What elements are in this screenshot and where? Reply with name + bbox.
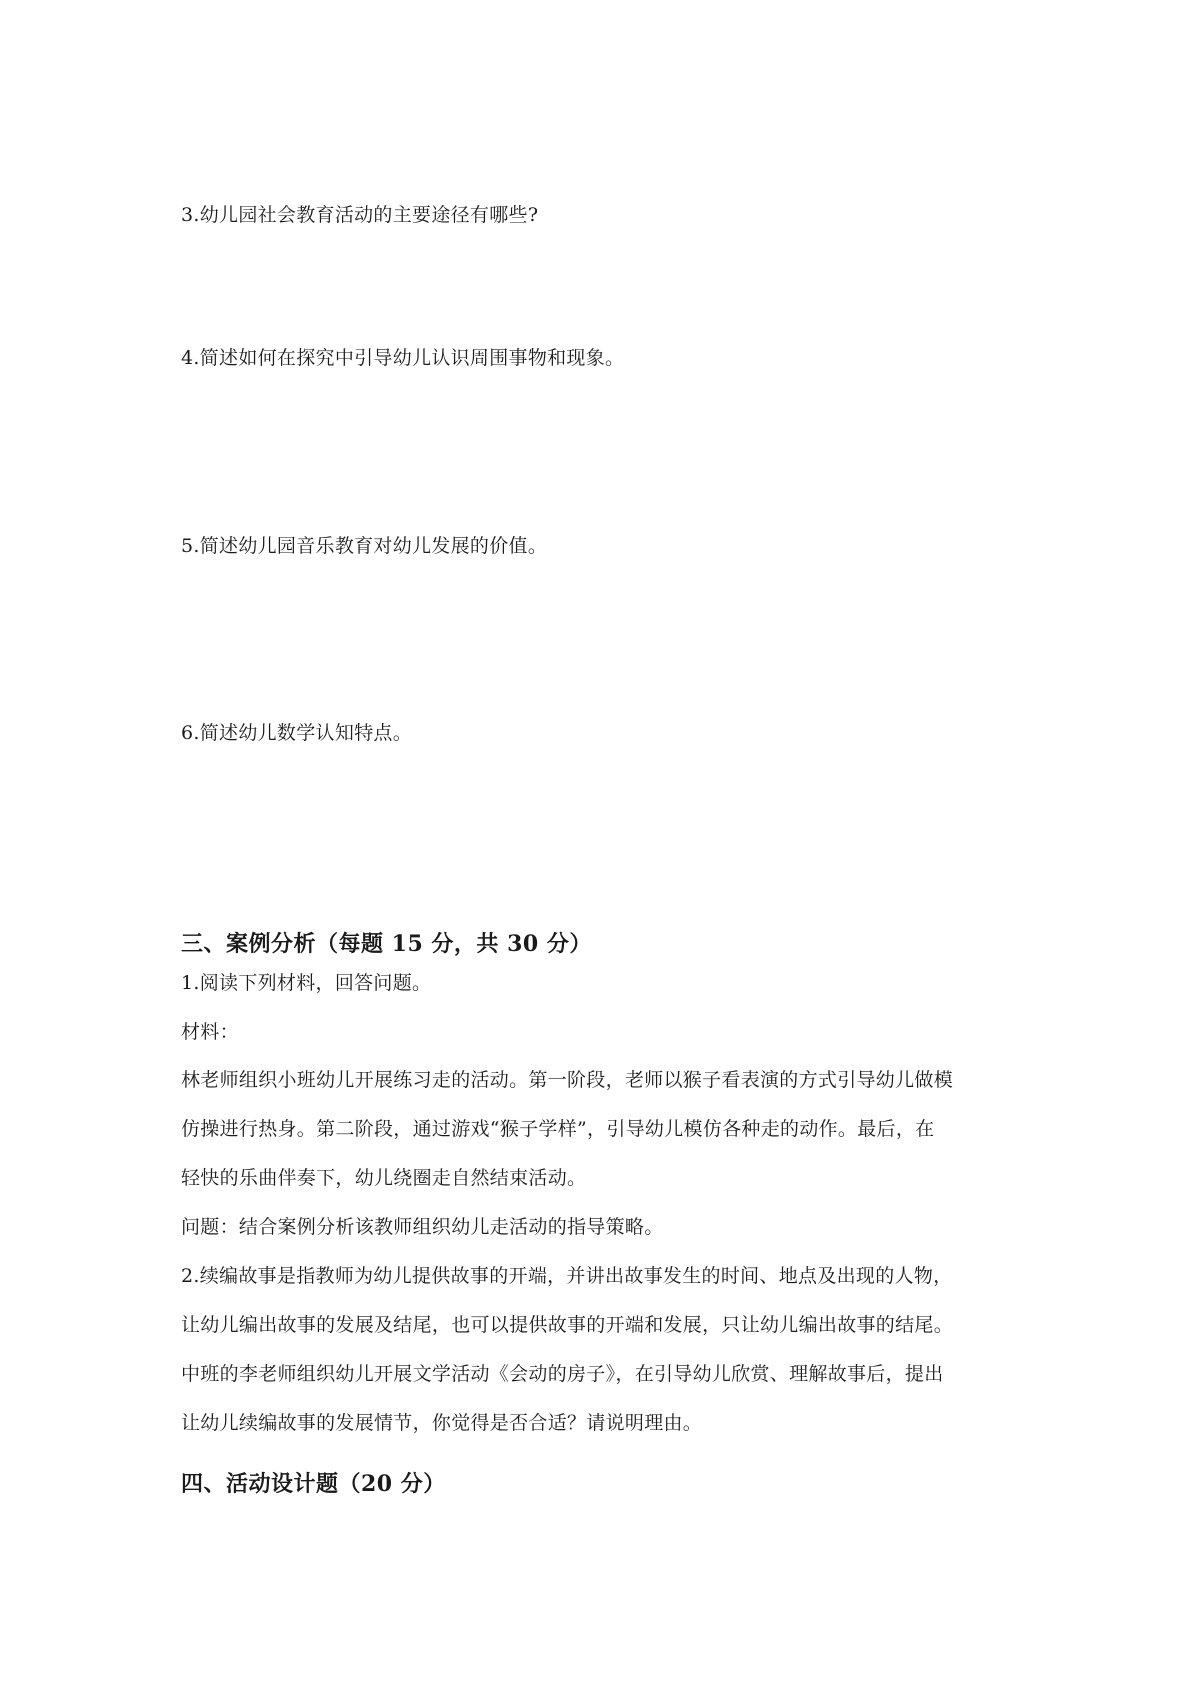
- case-question-2-line: 中班的李老师组织幼儿开展文学活动《会动的房子》，在引导幼儿欣赏、理解故事后，提出: [181, 1363, 944, 1385]
- question-3: 3.幼儿园社会教育活动的主要途径有哪些?: [181, 204, 539, 226]
- case-question: 问题：结合案例分析该教师组织幼儿走活动的指导策略。: [181, 1216, 664, 1238]
- case-question-2-line: 让幼儿编出故事的发展及结尾，也可以提供故事的开端和发展，只让幼儿编出故事的结尾。: [181, 1314, 954, 1336]
- material-line: 轻快的乐曲伴奏下，幼儿绕圈走自然结束活动。: [181, 1167, 587, 1189]
- case-question-2-line: 2.续编故事是指教师为幼儿提供故事的开端，并讲出故事发生的时间、地点及出现的人物，: [181, 1265, 953, 1287]
- material-line: 林老师组织小班幼儿开展练习走的活动。第一阶段，老师以猴子看表演的方式引导幼儿做模: [181, 1069, 954, 1091]
- case-analysis-heading: 三、案例分析（每题 15 分，共 30 分）: [181, 931, 592, 957]
- case-question-2-line: 让幼儿续编故事的发展情节，你觉得是否合适？请说明理由。: [181, 1412, 703, 1434]
- case-question-1-prompt: 1.阅读下列材料，回答问题。: [181, 972, 432, 994]
- material-label: 材料：: [181, 1021, 239, 1043]
- question-6: 6.简述幼儿数学认知特点。: [181, 722, 413, 744]
- material-line: 仿操进行热身。第二阶段，通过游戏“猴子学样”，引导幼儿模仿各种走的动作。最后，在: [181, 1118, 935, 1140]
- question-5: 5.简述幼儿园音乐教育对幼儿发展的价值。: [181, 535, 548, 557]
- question-4: 4.简述如何在探究中引导幼儿认识周围事物和现象。: [181, 347, 625, 369]
- activity-design-heading: 四、活动设计题（20 分）: [181, 1471, 446, 1497]
